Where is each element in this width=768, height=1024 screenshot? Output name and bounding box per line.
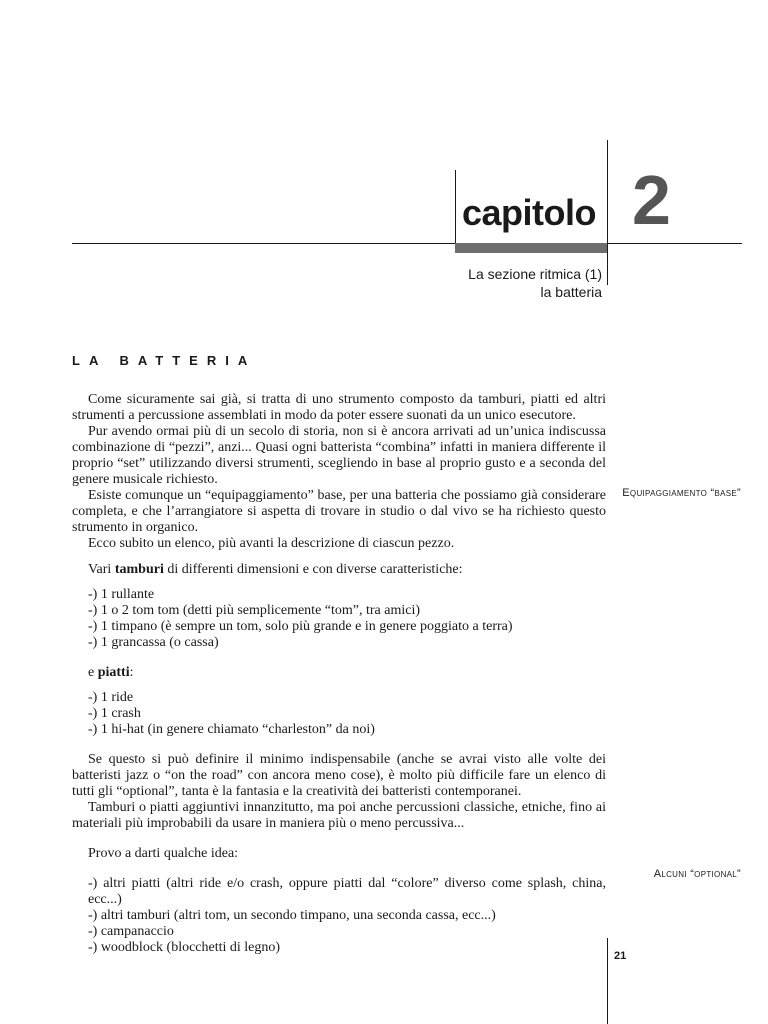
list-item: -) 1 rullante — [88, 587, 155, 602]
list-item: -) 1 ride — [88, 690, 134, 705]
header-horizontal-rule — [72, 243, 742, 244]
section-title: LA BATTERIA — [72, 353, 257, 368]
margin-note-optional: Alcuni “optional” — [653, 868, 741, 880]
body-text — [72, 392, 606, 956]
list-item: -) 1 timpano (è sempre un tom, solo più grande e in genere poggiato a terra) — [88, 619, 513, 634]
chapter-subtitle — [468, 265, 602, 301]
page-number: 21 — [614, 950, 627, 962]
paragraph-6: Tamburi o piatti aggiuntivi innanzitutto, ma poi anche percussioni classiche, etniche, fino ai materiali più improbabili da usare in maniera più o meno percussiva... — [72, 800, 606, 831]
paragraph-2: Pur avendo ormai più di un secolo di storia, non si è ancora arrivati ad un’unica indiscussa combinazione di “pezzi”, anzi... Quasi ogni batterista “combina” infatti in maniera differente il proprio “set” utilizzando diversi strumenti, scegliendo in base al proprio gusto e a seconda del genere musicale richiesto. — [72, 424, 606, 487]
optional-list — [72, 876, 606, 956]
chapter-number: 2 — [632, 161, 671, 239]
paragraph-1: Come sicuramente sai già, si tratta di uno strumento composto da tamburi, piatti ed altri strumenti a percussione assemblati in modo da poter essere suonati da un unico esecutore. — [72, 392, 606, 423]
cymbals-intro-after: : — [129, 665, 134, 680]
list-item: -) woodblock (blocchetti di legno) — [88, 940, 281, 955]
paragraph-4: Ecco subito un elenco, più avanti la descrizione di ciascun pezzo. — [88, 536, 455, 551]
list-item: -) 1 grancassa (o cassa) — [88, 635, 219, 650]
chapter-label: capitolo — [462, 192, 597, 233]
list-item: -) campanaccio — [88, 924, 174, 939]
subtitle-line-1: La sezione ritmica (1) — [468, 266, 602, 282]
header-right-rule — [607, 140, 608, 285]
drums-intro — [72, 562, 606, 578]
paragraph-5: Se questo si può definire il minimo indispensabile (anche se avrai visto alle volte dei batteristi jazz o “on the road” con ancora meno cose), è molto più difficile fare un elenco di tutti gli “optional”, tanta è la fantasia e la creatività dei batteristi contemporanei. — [72, 752, 606, 799]
drums-list — [72, 587, 606, 651]
header-left-rule — [455, 170, 456, 244]
list-item: -) altri tamburi (altri tom, un secondo timpano, una seconda cassa, ecc...) — [88, 908, 496, 923]
list-item: -) 1 hi-hat (in genere chiamato “charleston” da noi) — [88, 722, 375, 737]
paragraph-3: Esiste comunque un “equipaggiamento” base, per una batteria che possiamo già considerare completa, e che l’arrangiatore si aspetta di trovare in studio o dal vivo se ha richiesto questo strumento in organico. — [72, 488, 606, 535]
list-item: -) 1 crash — [88, 706, 141, 721]
list-item: -) altri piatti (altri ride e/o crash, oppure piatti dal “colore” diverso come splash, china, ecc...) — [88, 876, 606, 907]
drums-intro-before: Vari — [88, 562, 115, 577]
header-grey-bar — [455, 243, 607, 253]
footer-rule — [607, 938, 608, 1024]
drums-intro-after: di differenti dimensioni e con diverse caratteristiche: — [163, 562, 463, 577]
cymbals-intro-before: e — [88, 665, 98, 680]
subtitle-line-2: la batteria — [540, 284, 602, 300]
cymbals-list — [72, 690, 606, 738]
list-item: -) 1 o 2 tom tom (detti più semplicemente “tom”, tra amici) — [88, 603, 421, 618]
cymbals-intro-bold: piatti — [97, 665, 130, 680]
margin-note-equipment: Equipaggiamento “base” — [622, 487, 741, 499]
cymbals-intro — [72, 665, 606, 681]
paragraph-7: Provo a darti qualche idea: — [88, 846, 239, 861]
drums-intro-bold: tamburi — [114, 562, 164, 577]
